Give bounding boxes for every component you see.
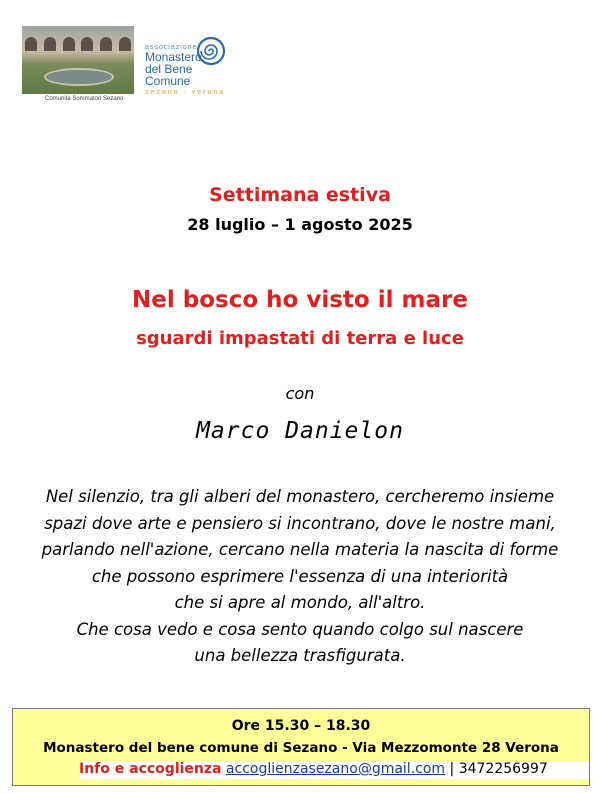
- monastery-photo: [22, 26, 134, 94]
- info-label: Info e accoglienza: [79, 761, 222, 777]
- description-line: che possono esprimere l'essenza di una interiorità: [91, 566, 509, 586]
- logo-location-text: sezano · verona: [145, 89, 226, 96]
- event-hours: Ore 15.30 – 18.30: [231, 718, 371, 734]
- description-line: Nel silenzio, tra gli alberi del monastero, cercheremo insieme: [45, 487, 555, 506]
- event-description: [0, 484, 600, 670]
- logo-main-text: Monastero: [145, 50, 202, 64]
- description-line: spazi dove arte e pensiero si incontrano, dove le nostre mani,: [44, 513, 556, 533]
- spiral-logo-icon: [196, 36, 226, 66]
- email-link[interactable]: accoglienzasezano@gmail.com: [225, 761, 446, 777]
- logo-sub-text: del Bene Comune: [145, 62, 193, 88]
- speaker-name: Marco Danielon: [196, 418, 404, 444]
- logo-small-text: associazione: [145, 44, 198, 51]
- cloister-arches: [22, 32, 134, 54]
- description-line: Che cosa vedo e cosa sento quando colgo sul nascere: [76, 619, 524, 639]
- description-line: parlando nell'azione, cercano nella materia la nascita di forme: [41, 540, 559, 559]
- description-line: una bellezza trasfigurata.: [194, 646, 406, 665]
- event-dates: 28 luglio – 1 agosto 2025: [187, 215, 413, 234]
- fountain-pool: [44, 68, 114, 86]
- contact-line: [79, 761, 589, 779]
- event-week: Settimana estiva: [209, 184, 391, 206]
- description-line: che si apre al mondo, all'altro.: [174, 593, 426, 612]
- event-with: con: [285, 384, 315, 403]
- event-subtitle: sguardi impastati di terra e luce: [136, 328, 464, 349]
- contact-separator: |: [449, 761, 455, 777]
- photo-caption: Comunità Sommatori Sezano: [45, 96, 124, 102]
- info-box: [12, 708, 590, 786]
- event-title: Nel bosco ho visto il mare: [132, 287, 468, 313]
- event-location: Monastero del bene comune di Sezano - Via Mezzomonte 28 Verona: [43, 740, 559, 756]
- phone-number: 3472256997: [458, 761, 548, 777]
